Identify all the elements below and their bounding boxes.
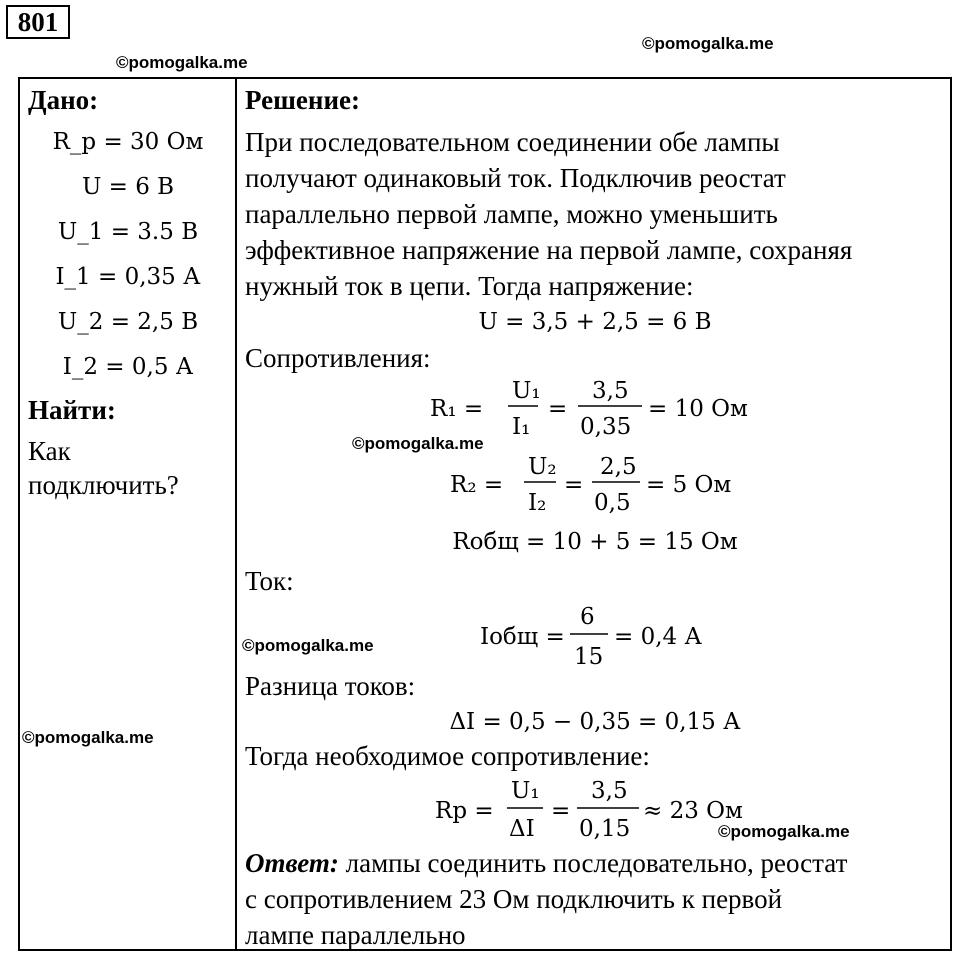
itotal-result: = 0,4 А [614, 624, 702, 650]
r2-result: = 5 Ом [646, 472, 732, 498]
solution-column [245, 82, 945, 376]
rp-value-numerator: 3,5 [591, 778, 628, 804]
itotal-lhs: Iобщ = [480, 624, 565, 650]
watermark: ©pomogalka.me [242, 636, 374, 655]
answer-label: Ответ: [245, 848, 339, 878]
r2-value-numerator: 2,5 [600, 454, 637, 480]
answer-line: лампе параллельно [245, 920, 466, 950]
equals-sign: = [548, 396, 568, 422]
watermark: ©pomogalka.me [352, 434, 484, 453]
given-item: U_2 = 2,5 В [57, 309, 199, 335]
diff-label: Разница токов: [245, 671, 416, 701]
watermark: ©pomogalka.me [22, 728, 154, 747]
find-heading: Найти: [28, 395, 116, 425]
r1-numerator: U₁ [512, 378, 541, 404]
solution-intro [245, 124, 945, 304]
intro-line: параллельно первой лампе, можно уменьшить [245, 199, 778, 229]
given-item: R_p = 30 Ом [52, 129, 204, 155]
itotal-denominator: 15 [574, 644, 604, 670]
rp-lhs: Rр = [435, 798, 494, 824]
intro-line: При последовательном соединении обе лампы [245, 127, 780, 157]
intro-line: нужный ток в цепи. Тогда напряжение: [245, 271, 694, 301]
intro-line: эффективное напряжение на первой лампе, сохраняя [245, 235, 853, 265]
answer-block [245, 845, 945, 953]
r1-result: = 10 Ом [648, 396, 748, 422]
rp-formula [425, 770, 785, 850]
given-heading: Дано: [28, 85, 99, 115]
rp-numerator: U₁ [511, 778, 540, 804]
r2-value-denominator: 0,5 [594, 490, 631, 516]
r2-numerator: U₂ [528, 454, 557, 480]
given-item: U_1 = 3.5 В [57, 219, 199, 245]
problem-number: 801 [6, 5, 70, 39]
rp-value-denominator: 0,15 [579, 816, 631, 842]
given-item: I_1 = 0,35 А [55, 264, 201, 290]
given-item: U = 6 В [81, 174, 175, 200]
equals-sign: = [551, 798, 571, 824]
r2-denominator: I₂ [528, 490, 547, 516]
watermark: ©pomogalka.me [642, 34, 774, 53]
itotal-formula [470, 592, 770, 672]
need-label: Тогда необходимое сопротивление: [245, 741, 650, 771]
r1-value-denominator: 0,35 [580, 414, 632, 440]
given-column [28, 82, 228, 502]
r2-lhs: R₂ = [450, 472, 504, 498]
solution-heading: Решение: [245, 85, 360, 115]
r1-lhs: R₁ = [430, 396, 484, 422]
r1-value-numerator: 3,5 [592, 378, 629, 404]
r1-formula [420, 368, 780, 448]
rp-denominator: ΔI [509, 816, 535, 842]
column-divider [235, 77, 237, 951]
watermark: ©pomogalka.me [116, 53, 248, 72]
current-label: Ток: [245, 566, 294, 596]
rtotal-equation: Rобщ = 10 + 5 = 15 Ом [452, 529, 738, 555]
rp-result: ≈ 23 Ом [643, 798, 743, 824]
given-item: I_2 = 0,5 А [62, 354, 194, 380]
find-question-line: Как [28, 436, 71, 466]
intro-line: получают одинаковый ток. Подключив реостат [245, 163, 786, 193]
equals-sign: = [564, 472, 584, 498]
find-question-line: подключить? [28, 470, 179, 500]
itotal-numerator: 6 [580, 604, 595, 630]
r2-formula [440, 444, 780, 524]
r1-denominator: I₁ [512, 414, 531, 440]
answer-line: лампы соединить последовательно, реостат [338, 848, 848, 878]
resistances-label: Сопротивления: [245, 343, 431, 373]
voltage-equation: U = 3,5 + 2,5 = 6 В [478, 309, 712, 335]
watermark: ©pomogalka.me [718, 822, 850, 841]
diff-equation: ΔI = 0,5 − 0,35 = 0,15 А [449, 709, 741, 735]
answer-line: с сопротивлением 23 Ом подключить к первой [245, 884, 783, 914]
